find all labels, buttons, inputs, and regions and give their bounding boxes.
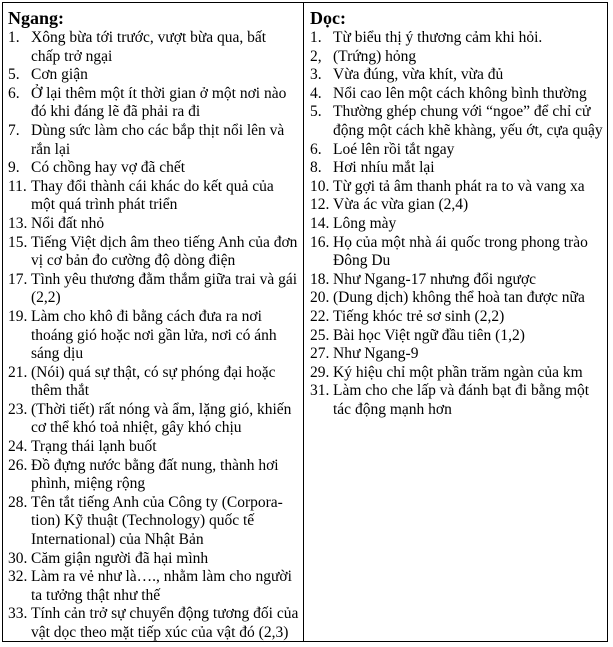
clue-text: Vừa đúng, vừa khít, vừa đủ	[333, 66, 504, 84]
clue-text: Thường ghép chung với “ngoe” để chỉ cử động một cách khẽ khàng, yếu ớt, cựa quậy	[333, 103, 603, 139]
clue-number: 18.	[310, 270, 330, 288]
clue-text: Lông mày	[333, 214, 397, 232]
clue-number: 1.	[8, 29, 20, 46]
clue-text: Làm ra vẻ như là…., nhằm làm cho người ta tưởng thật như thế	[31, 568, 292, 604]
down-heading: Dọc:	[310, 8, 346, 28]
clue-text: Xông bừa tới trước, vượt bừa qua, bất chấp trở ngại	[31, 29, 267, 65]
clue-number: 9.	[8, 159, 20, 177]
clue-item	[8, 605, 299, 642]
clue-number: 5.	[310, 103, 322, 121]
clue-text: Loé lên rồi tắt ngay	[333, 140, 455, 158]
clue-number: 13.	[8, 214, 28, 232]
clue-item	[8, 29, 299, 66]
clue-text: Có chồng hay vợ đã chết	[31, 159, 186, 177]
clue-number: 23.	[8, 400, 28, 418]
clue-item	[310, 382, 603, 419]
clue-text: Trạng thái lạnh buốt	[31, 438, 157, 456]
clue-number: 29.	[310, 363, 330, 381]
clue-item	[310, 196, 603, 215]
clue-item	[8, 159, 299, 178]
clue-number: 6.	[8, 84, 20, 102]
clue-item	[310, 48, 603, 67]
clue-number: 10.	[310, 177, 330, 195]
clue-number: 24.	[8, 438, 28, 456]
clue-item	[310, 159, 603, 178]
clue-number: 21.	[8, 363, 28, 381]
clue-number: 17.	[8, 270, 28, 288]
down-column	[304, 3, 607, 641]
down-clue-list	[310, 29, 603, 419]
clue-item	[8, 457, 299, 494]
clue-number: 8.	[310, 159, 322, 177]
clue-number: 7.	[8, 121, 20, 139]
crossword-clue-table	[2, 2, 608, 642]
clue-number: 1.	[310, 29, 322, 46]
clue-item	[8, 215, 299, 234]
clue-item	[8, 568, 299, 605]
clue-number: 25.	[310, 326, 330, 344]
clue-item	[310, 308, 603, 327]
clue-item	[310, 29, 603, 48]
clue-text: Tiếng Việt dịch âm theo tiếng Anh của đơn vị cơ bản đo cường độ dòng điện	[31, 233, 298, 270]
clue-text: Vừa ác vừa gian (2,4)	[333, 196, 469, 214]
clue-text: Hơi nhíu mắt lại	[333, 159, 435, 177]
clue-text: Họ của một nhà ái quốc trong phong trào Đông Du	[333, 233, 588, 270]
clue-text: Làm cho khô đi bằng cách đưa ra nơi thoáng gió hoặc nơi gần lửa, nơi có ánh sáng dịu	[31, 307, 277, 363]
clue-number: 20.	[310, 289, 330, 307]
clue-item	[310, 345, 603, 364]
clue-item	[8, 550, 299, 569]
clue-text: Như Ngang-9	[333, 345, 419, 363]
clue-text: Tính cản trở sự chuyển động tương đối của vật dọc theo mặt tiếp xúc của vật đó (2,3)	[31, 605, 299, 641]
clue-item	[310, 271, 603, 290]
clue-item	[310, 215, 603, 234]
clue-item	[310, 85, 603, 104]
clue-item	[8, 401, 299, 438]
clue-number: 19.	[8, 307, 28, 325]
clue-text: (Thời tiết) rất nóng và ẩm, lặng gió, khiến cơ thể khó toả nhiệt, gây khó chịu	[31, 400, 292, 437]
clue-text: Căm giận người đã hại mình	[31, 549, 209, 567]
clue-item	[310, 289, 603, 308]
clue-text: Tình yêu thương đằm thắm giữa trai và gái (2,2)	[31, 270, 298, 307]
clue-text: Ở lại thêm một ít thời gian ở một nơi nào đó khi đáng lẽ đã phải ra đi	[31, 84, 287, 121]
clue-text: Từ gợi tả âm thanh phát ra to và vang xa	[333, 177, 585, 195]
clue-number: 30.	[8, 549, 28, 567]
clue-number: 15.	[8, 233, 28, 251]
clue-text: Bài học Việt ngữ đầu tiên (1,2)	[333, 326, 525, 344]
clue-number: 2,	[310, 47, 322, 65]
clue-number: 12.	[310, 196, 330, 214]
clue-text: Ký hiệu chỉ một phần trăm ngàn của km	[333, 363, 583, 381]
clue-item	[8, 364, 299, 401]
clue-number: 14.	[310, 214, 330, 232]
clue-item	[8, 234, 299, 271]
clue-item	[8, 122, 299, 159]
clue-number: 28.	[8, 493, 28, 511]
clue-text: Tiếng khóc trẻ sơ sinh (2,2)	[333, 307, 505, 325]
clue-number: 33.	[8, 605, 28, 623]
clue-number: 6.	[310, 140, 322, 158]
clue-text: Làm cho che lấp và đánh bạt đi bằng một tác động mạnh hơn	[333, 382, 590, 418]
clue-number: 11.	[8, 177, 27, 195]
clue-text: Thay đổi thành cái khác do kết quả của một quá trình phát triển	[31, 177, 274, 214]
across-column	[3, 3, 304, 641]
clue-number: 5.	[8, 66, 20, 84]
clue-item	[8, 85, 299, 122]
clue-item	[310, 327, 603, 346]
clue-text: (Trứng) hỏng	[333, 47, 417, 65]
clue-item	[310, 234, 603, 271]
clue-item	[310, 141, 603, 160]
clue-item	[8, 271, 299, 308]
clue-text: Nổi cao lên một cách không bình thường	[333, 84, 587, 102]
clue-number: 26.	[8, 456, 28, 474]
clue-text: Dùng sức làm cho các bắp thịt nổi lên và rắn lại	[31, 121, 285, 158]
clue-text: Như Ngang-17 nhưng đổi ngược	[333, 270, 537, 288]
clue-item	[310, 364, 603, 383]
across-clue-list	[8, 29, 299, 643]
clue-item	[310, 178, 603, 197]
clue-number: 32.	[8, 568, 28, 586]
clue-text: Nổi đất nhỏ	[31, 214, 105, 232]
clue-item	[8, 66, 299, 85]
clue-text: (Nói) quá sự thật, có sự phóng đại hoặc thêm thắt	[31, 363, 276, 400]
across-heading: Ngang:	[8, 8, 65, 28]
clue-text: Đồ đựng nước bằng đất nung, thành hơi phình, miệng rộng	[31, 456, 279, 493]
clue-number: 22.	[310, 307, 330, 325]
clue-item	[8, 308, 299, 364]
clue-number: 3.	[310, 66, 322, 84]
clue-number: 27.	[310, 345, 330, 363]
clue-text: (Dung dịch) không thể hoà tan được nữa	[333, 289, 585, 307]
clue-number: 31.	[310, 382, 330, 400]
clue-item	[310, 103, 603, 140]
clue-item	[8, 494, 299, 550]
clue-item	[8, 178, 299, 215]
clue-text: Từ biểu thị ý thương cảm khi hỏi.	[333, 29, 543, 46]
clue-text: Tên tắt tiếng Anh của Công ty (Corpora-tion) Kỹ thuật (Technology) quốc tế International) của Nhật Bản	[31, 493, 283, 549]
clue-text: Cơn giận	[31, 66, 88, 84]
clue-number: 16.	[310, 233, 330, 251]
clue-item	[310, 66, 603, 85]
clue-number: 4.	[310, 84, 322, 102]
clue-item	[8, 438, 299, 457]
